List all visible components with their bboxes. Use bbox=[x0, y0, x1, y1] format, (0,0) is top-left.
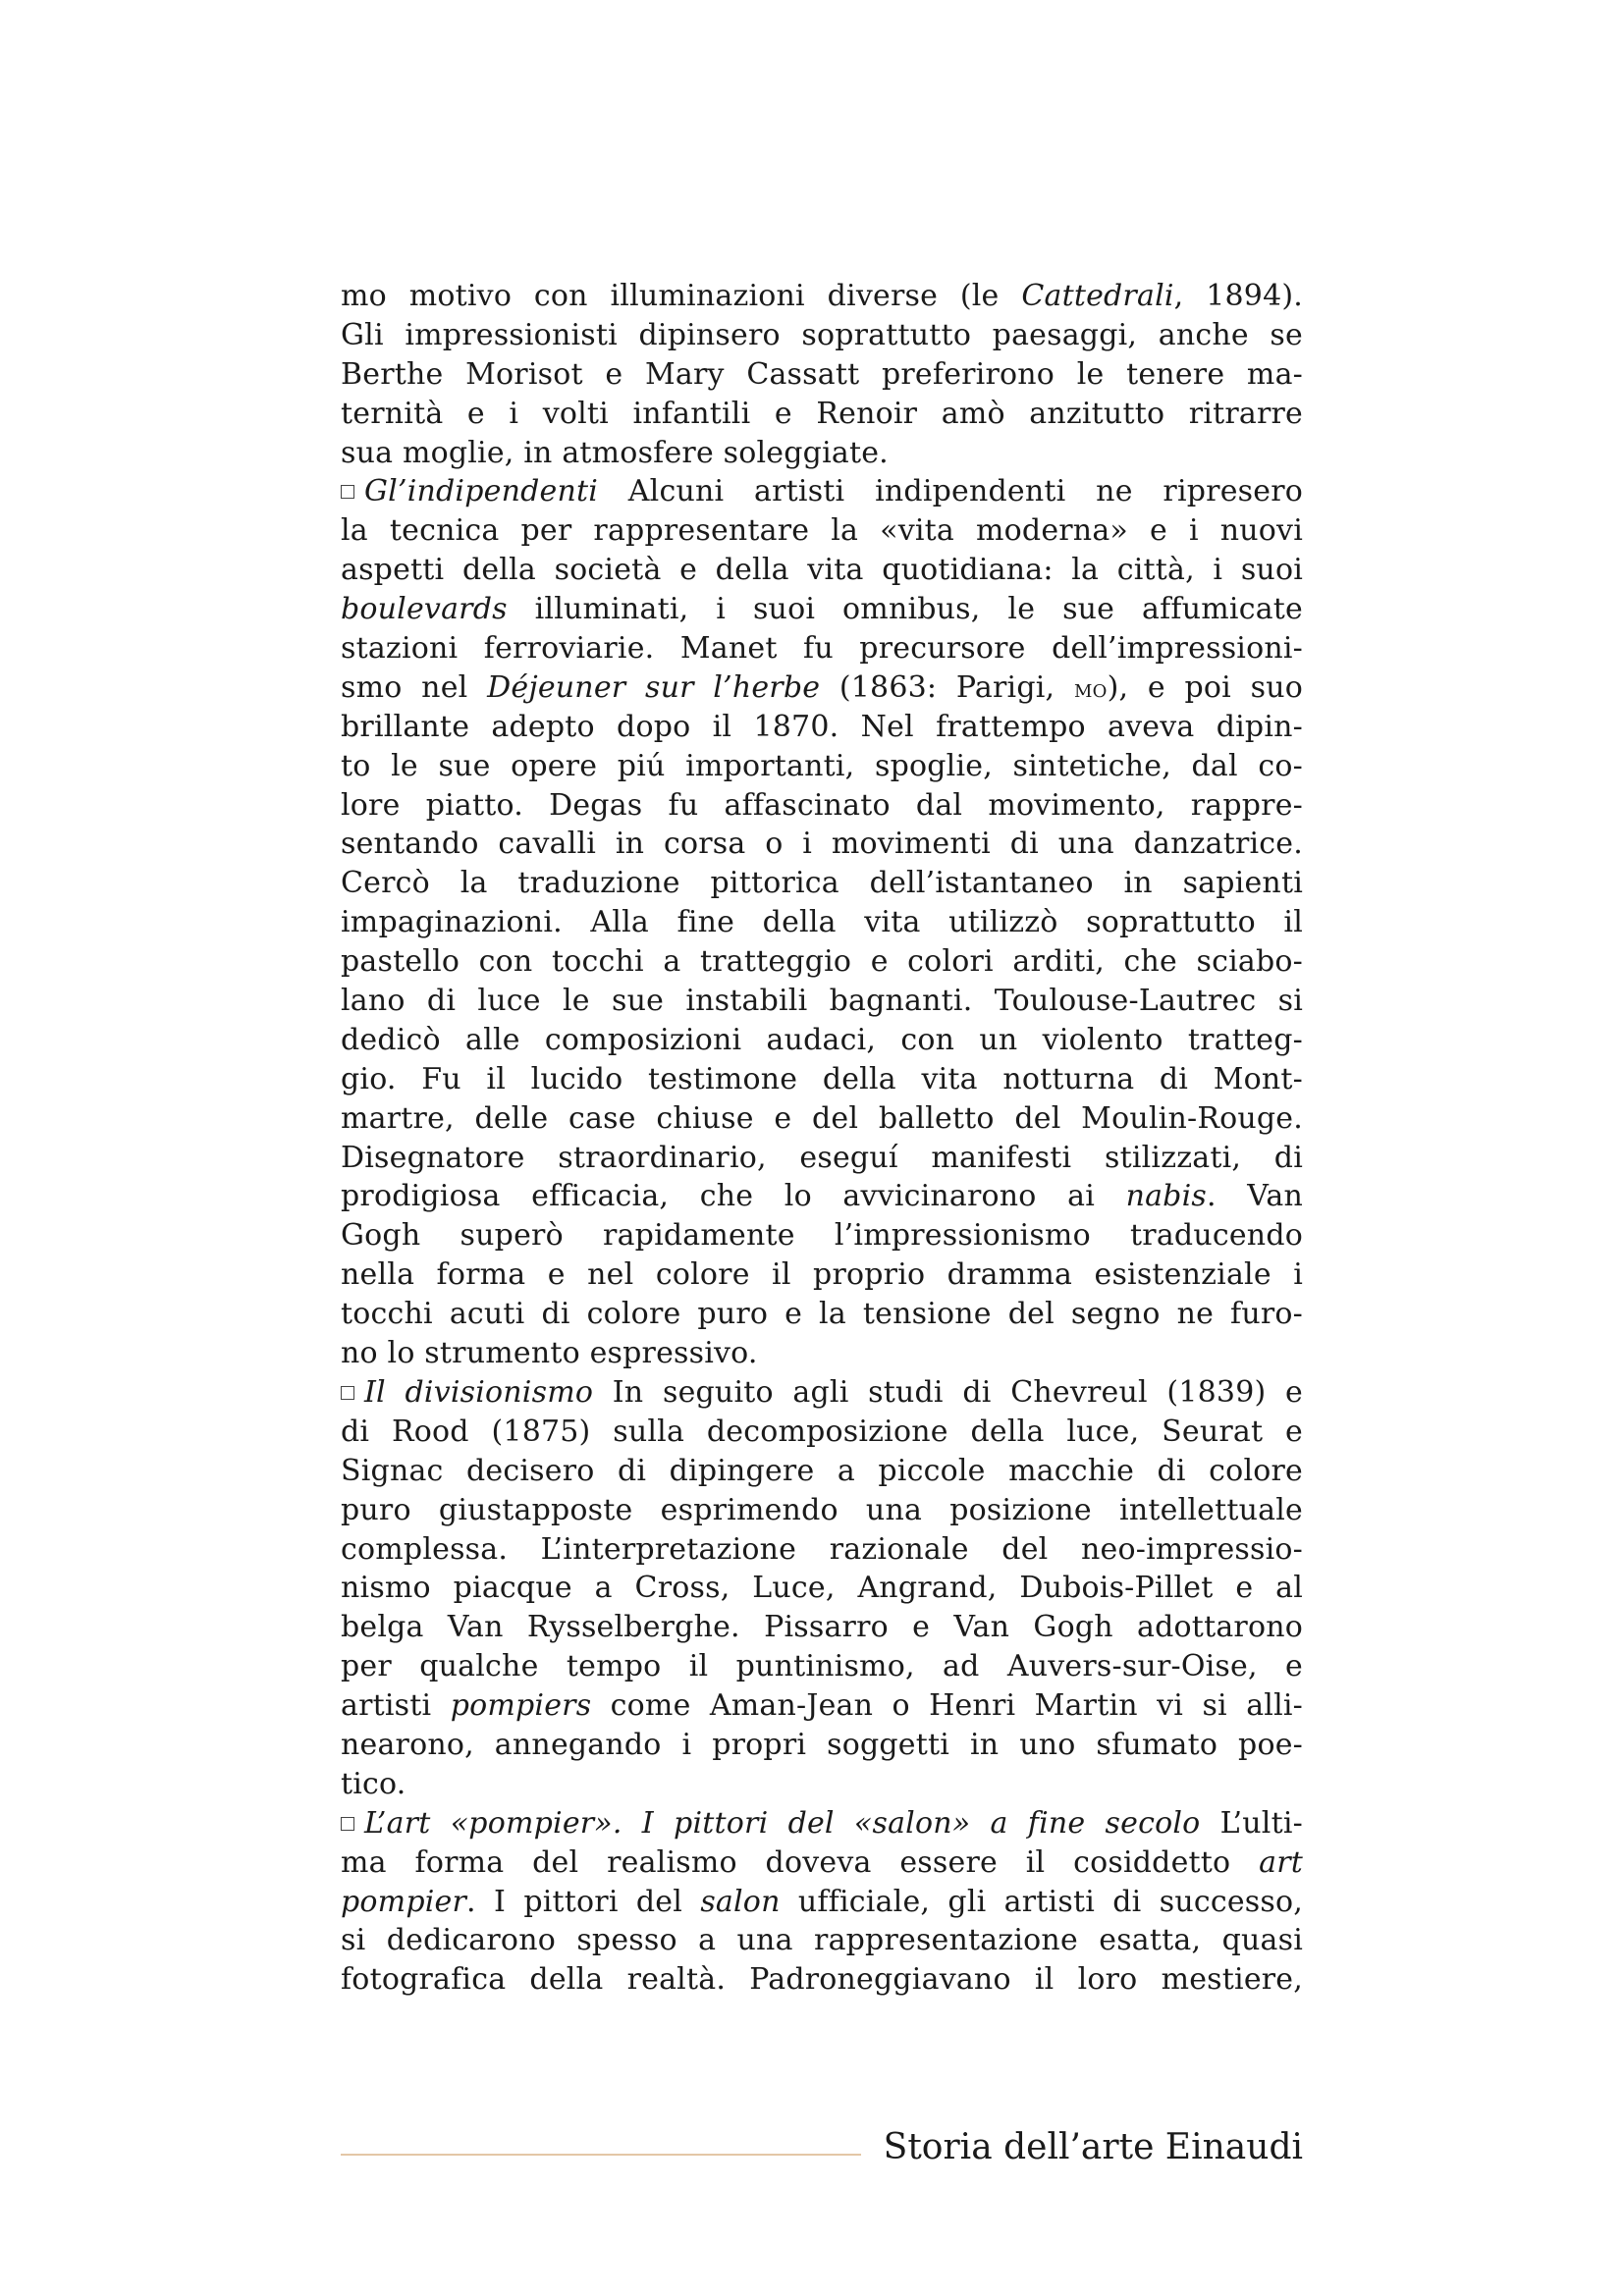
text-segment: ternità e i volti infantili e Renoir amò anzitutto ritrarre bbox=[341, 396, 1303, 431]
text-segment: complessa. L’interpretazione razionale del neo-impressio- bbox=[341, 1531, 1303, 1567]
text-line bbox=[341, 1216, 1303, 1255]
text-line bbox=[341, 1373, 1303, 1413]
text-segment: prodigiosa efficacia, che lo avvicinarono ai bbox=[341, 1179, 1126, 1214]
small-caps-term: mo bbox=[1073, 673, 1108, 704]
text-line bbox=[341, 708, 1303, 747]
italic-term: pompier bbox=[341, 1884, 467, 1919]
text-line bbox=[341, 1647, 1303, 1686]
text-segment: nearono, annegando i propri soggetti in uno sfumato poe- bbox=[341, 1727, 1303, 1762]
text-segment: . I pittori del bbox=[466, 1884, 701, 1919]
text-line bbox=[341, 747, 1303, 786]
text-segment: fotografica della realtà. Padroneggiavano il loro mestiere, bbox=[341, 1962, 1303, 1998]
text-segment: . Van bbox=[1206, 1179, 1303, 1214]
text-segment: Gogh superò rapidamente l’impressionismo traducendo bbox=[341, 1218, 1303, 1254]
text-segment: , 1894). bbox=[1173, 279, 1303, 313]
text-segment: sentando cavalli in corsa o i movimenti di una danzatrice. bbox=[341, 827, 1303, 862]
text-segment: di Rood (1875) sulla decomposizione della luce, Seurat e bbox=[341, 1414, 1303, 1449]
text-segment: Gli impressionisti dipinsero soprattutto paesaggi, anche se bbox=[341, 317, 1303, 352]
text-line bbox=[341, 1139, 1303, 1178]
text-segment: Disegnatore straordinario, eseguí manifesti stilizzati, di bbox=[341, 1140, 1303, 1175]
text-segment: martre, delle case chiuse e del balletto del Moulin-Rouge. bbox=[341, 1100, 1303, 1136]
text-segment: tico. bbox=[341, 1766, 406, 1801]
text-segment: stazioni ferroviarie. Manet fu precursore dell’impressioni- bbox=[341, 631, 1303, 667]
text-segment: impaginazioni. Alla fine della vita utilizzò soprattutto il bbox=[341, 905, 1303, 940]
text-line bbox=[341, 1177, 1303, 1216]
text-line bbox=[341, 355, 1303, 395]
text-line bbox=[341, 1021, 1303, 1060]
text-segment: mo motivo con illuminazioni diverse (le bbox=[341, 279, 1022, 313]
italic-term: L’art «pompier». I pittori del «salon» a fine secolo bbox=[364, 1805, 1201, 1841]
section-marker-icon bbox=[341, 1817, 354, 1831]
text-segment: puro giustapposte esprimendo una posizione intellettuale bbox=[341, 1492, 1303, 1527]
text-segment: Cercò la traduzione pittorica dell’istantaneo in sapienti bbox=[341, 866, 1303, 901]
text-line bbox=[341, 472, 1303, 511]
text-segment: belga Van Rysselberghe. Pissarro e Van Gogh adottarono bbox=[341, 1610, 1303, 1645]
text-segment: Berthe Morisot e Mary Cassatt preferirono le tenere ma- bbox=[341, 356, 1303, 392]
footer-rule bbox=[341, 2154, 861, 2156]
text-segment: nismo piacque a Cross, Luce, Angrand, Dubois-Pillet e al bbox=[341, 1571, 1303, 1606]
text-line bbox=[341, 629, 1303, 668]
text-segment: ma forma del realismo doveva essere il cosiddetto bbox=[341, 1844, 1260, 1880]
text-line bbox=[341, 1569, 1303, 1608]
section-marker-icon bbox=[341, 485, 354, 499]
text-line bbox=[341, 1530, 1303, 1570]
text-line bbox=[341, 1060, 1303, 1099]
text-line bbox=[341, 825, 1303, 864]
text-segment: artisti bbox=[341, 1688, 451, 1724]
text-line bbox=[341, 277, 1303, 316]
text-segment: gio. Fu il lucido testimone della vita notturna di Mont- bbox=[341, 1061, 1303, 1096]
text-line bbox=[341, 511, 1303, 551]
text-line bbox=[341, 1334, 1303, 1373]
text-segment: to le sue opere piú importanti, spoglie, sintetiche, dal co- bbox=[341, 748, 1303, 783]
text-line bbox=[341, 668, 1303, 708]
italic-term: Déjeuner sur l’herbe bbox=[487, 669, 821, 705]
text-segment: si dedicarono spesso a una rappresentazione esatta, quasi bbox=[341, 1923, 1303, 1958]
text-segment: In seguito agli studi di Chevreul (1839) e bbox=[593, 1374, 1303, 1410]
text-segment: smo nel bbox=[341, 669, 488, 705]
text-segment: tocchi acuti di colore puro e la tensione del segno ne furo- bbox=[341, 1297, 1303, 1332]
text-line bbox=[341, 1295, 1303, 1334]
text-segment: la tecnica per rappresentare la «vita moderna» e i nuovi bbox=[341, 513, 1303, 549]
text-line bbox=[341, 864, 1303, 903]
text-segment: per qualche tempo il puntinismo, ad Auvers-sur-Oise, e bbox=[341, 1649, 1303, 1684]
italic-term: Il divisionismo bbox=[364, 1374, 594, 1410]
text-line bbox=[341, 395, 1303, 434]
text-line bbox=[341, 1883, 1303, 1922]
text-segment: dedicò alle composizioni audaci, con un violento tratteg- bbox=[341, 1022, 1303, 1057]
text-line bbox=[341, 786, 1303, 826]
text-line bbox=[341, 1960, 1303, 2000]
text-line bbox=[341, 1726, 1303, 1765]
text-line bbox=[341, 434, 1303, 473]
text-line bbox=[341, 1686, 1303, 1726]
italic-term: pompiers bbox=[450, 1688, 592, 1724]
text-line bbox=[341, 942, 1303, 982]
text-line bbox=[341, 1843, 1303, 1883]
text-line bbox=[341, 1804, 1303, 1843]
text-line bbox=[341, 1413, 1303, 1452]
italic-term: salon bbox=[700, 1884, 781, 1919]
italic-term: art bbox=[1259, 1844, 1303, 1880]
text-line bbox=[341, 1452, 1303, 1491]
text-segment: (1863: Parigi, bbox=[820, 669, 1074, 705]
text-segment: lore piatto. Degas fu affascinato dal movimento, rappre- bbox=[341, 787, 1303, 823]
text-line bbox=[341, 1765, 1303, 1804]
italic-term: boulevards bbox=[341, 592, 508, 627]
footer-title: Storia dell’arte Einaudi bbox=[883, 2127, 1303, 2167]
text-segment: ), e poi suo bbox=[1107, 669, 1303, 705]
text-segment: nella forma e nel colore il proprio dramma esistenziale i bbox=[341, 1257, 1303, 1293]
text-segment: no lo strumento espressivo. bbox=[341, 1336, 758, 1371]
section-marker-icon bbox=[341, 1386, 354, 1400]
italic-term: nabis bbox=[1125, 1179, 1207, 1214]
text-segment: lano di luce le sue instabili bagnanti. Toulouse-Lautrec si bbox=[341, 984, 1303, 1019]
text-segment: aspetti della società e della vita quotidiana: la città, i suoi bbox=[341, 553, 1303, 588]
text-segment: Signac decisero di dipingere a piccole macchie di colore bbox=[341, 1453, 1303, 1488]
text-segment: ufficiale, gli artisti di successo, bbox=[780, 1884, 1303, 1919]
text-segment: Alcuni artisti indipendenti ne ripresero bbox=[598, 474, 1303, 509]
text-line bbox=[341, 1608, 1303, 1647]
text-segment: come Aman-Jean o Henri Martin vi si alli- bbox=[591, 1688, 1303, 1724]
text-line bbox=[341, 590, 1303, 629]
text-line bbox=[341, 316, 1303, 355]
body-text bbox=[341, 277, 1303, 2000]
text-line bbox=[341, 1099, 1303, 1139]
text-segment: illuminati, i suoi omnibus, le sue affumicate bbox=[507, 592, 1303, 627]
text-line bbox=[341, 551, 1303, 590]
text-segment: pastello con tocchi a tratteggio e colori arditi, che sciabo- bbox=[341, 944, 1303, 980]
text-line bbox=[341, 903, 1303, 942]
page-footer bbox=[341, 2118, 1303, 2177]
italic-term: Cattedrali bbox=[1021, 279, 1174, 313]
text-line bbox=[341, 1255, 1303, 1295]
text-line bbox=[341, 982, 1303, 1021]
text-segment: sua moglie, in atmosfere soleggiate. bbox=[341, 435, 889, 470]
text-line bbox=[341, 1921, 1303, 1960]
text-segment: L’ulti- bbox=[1200, 1805, 1303, 1841]
text-segment: brillante adepto dopo il 1870. Nel frattempo aveva dipin- bbox=[341, 709, 1303, 744]
text-line bbox=[341, 1491, 1303, 1530]
italic-term: Gl’indipendenti bbox=[364, 474, 599, 509]
